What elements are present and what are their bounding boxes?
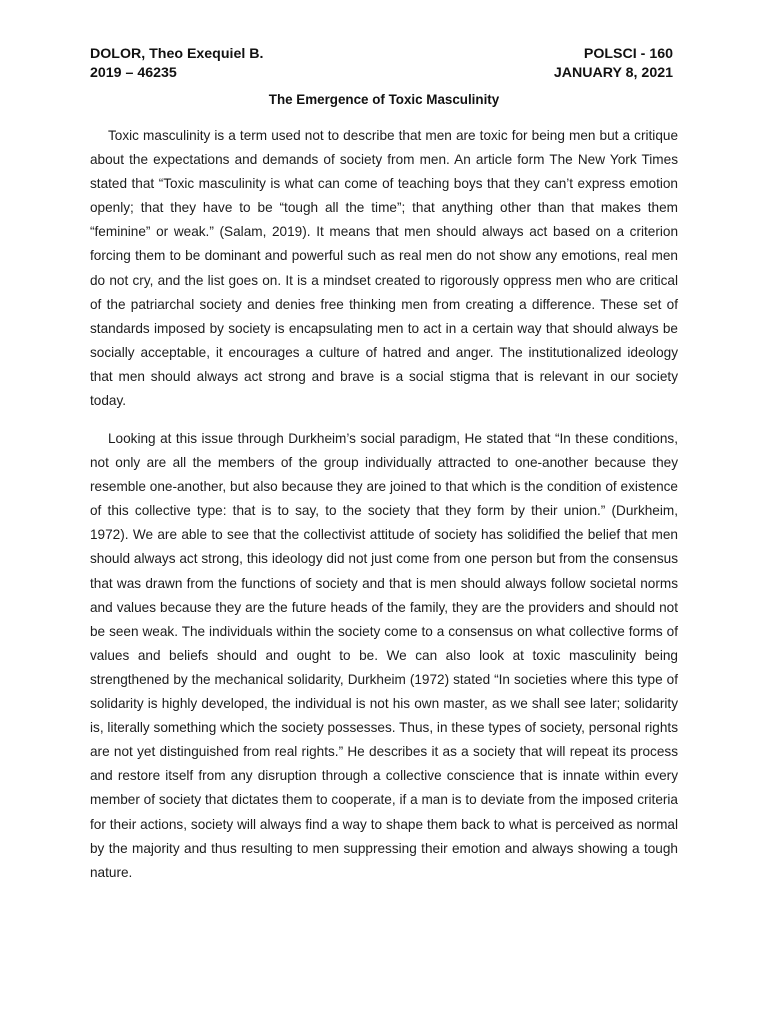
header-row-2 [90, 64, 673, 83]
author-name: DOLOR, Theo Exequiel B. [90, 46, 264, 62]
document-header [90, 45, 673, 83]
header-row-1 [90, 45, 673, 64]
body-paragraph-2-container [90, 427, 678, 885]
document-title: The Emergence of Toxic Masculinity [268, 92, 500, 107]
course-code: POLSCI - 160 [583, 46, 673, 62]
document-date: JANUARY 8, 2021 [553, 65, 673, 81]
body-paragraph-1: Toxic masculinity is a term used not to describe that men are toxic for being men but a critique about the expectations and demands of society from men. An article form The New York Times stated that “Toxic masculinity is what can come of teaching boys that they can’t express emotion openly; that they have to be “tough all the time”; that anything other than that makes them “feminine” or weak.” (Salam, 2019). It means that men should always act based on a criterion forcing them to be dominant and powerful such as real men do not show any emotions, real men do not cry, and the list goes on. It is a mindset created to rigorously oppress men who are critical of the patriarchal society and denies free thinking men from creating a difference. These set of standards imposed by society is encapsulating men to act in a certain way that should always be socially acceptable, it encourages a culture of hatred and anger. The institutionalized ideology that men should always act strong and brave is a social stigma that is relevant in our society today. [90, 128, 678, 409]
student-number: 2019 – 46235 [90, 65, 177, 81]
body-paragraph-2: Looking at this issue through Durkheim’s social paradigm, He stated that “In these conditions, not only are all the members of the group individually attracted to one-another because they resemble one-another, but also because they are joined to that which is the condition of existence of this collective type: that is to say, to the society that they form by their union.” (Durkheim, 1972). We are able to see that the collectivist attitude of society has solidified the belief that men should always act strong, this ideology did not just come from one person but from the consensus that was drawn from the functions of society and that is men should always follow societal norms and values because they are the future heads of the family, they are the providers and should not be seen weak. The individuals within the society come to a consensus on what collective forms of values and beliefs should and ought to be. We can also look at toxic masculinity being strengthened by the mechanical solidarity, Durkheim (1972) stated “In societies where this type of solidarity is highly developed, the individual is not his own master, as we shall see later; solidarity is, literally something which the society possesses. Thus, in these types of society, personal rights are not yet distinguished from real rights.” He describes it as a society that will repeat its process and restore itself from any disruption through a collective conscience that is innate within every member of society that dictates them to cooperate, if a man is to deviate from the imposed criteria for their actions, society will always find a way to shape them back to what is perceived as normal by the majority and thus resulting to men suppressing their emotion and always showing a tough nature. [90, 431, 678, 880]
body-paragraph-1-container [90, 124, 678, 413]
